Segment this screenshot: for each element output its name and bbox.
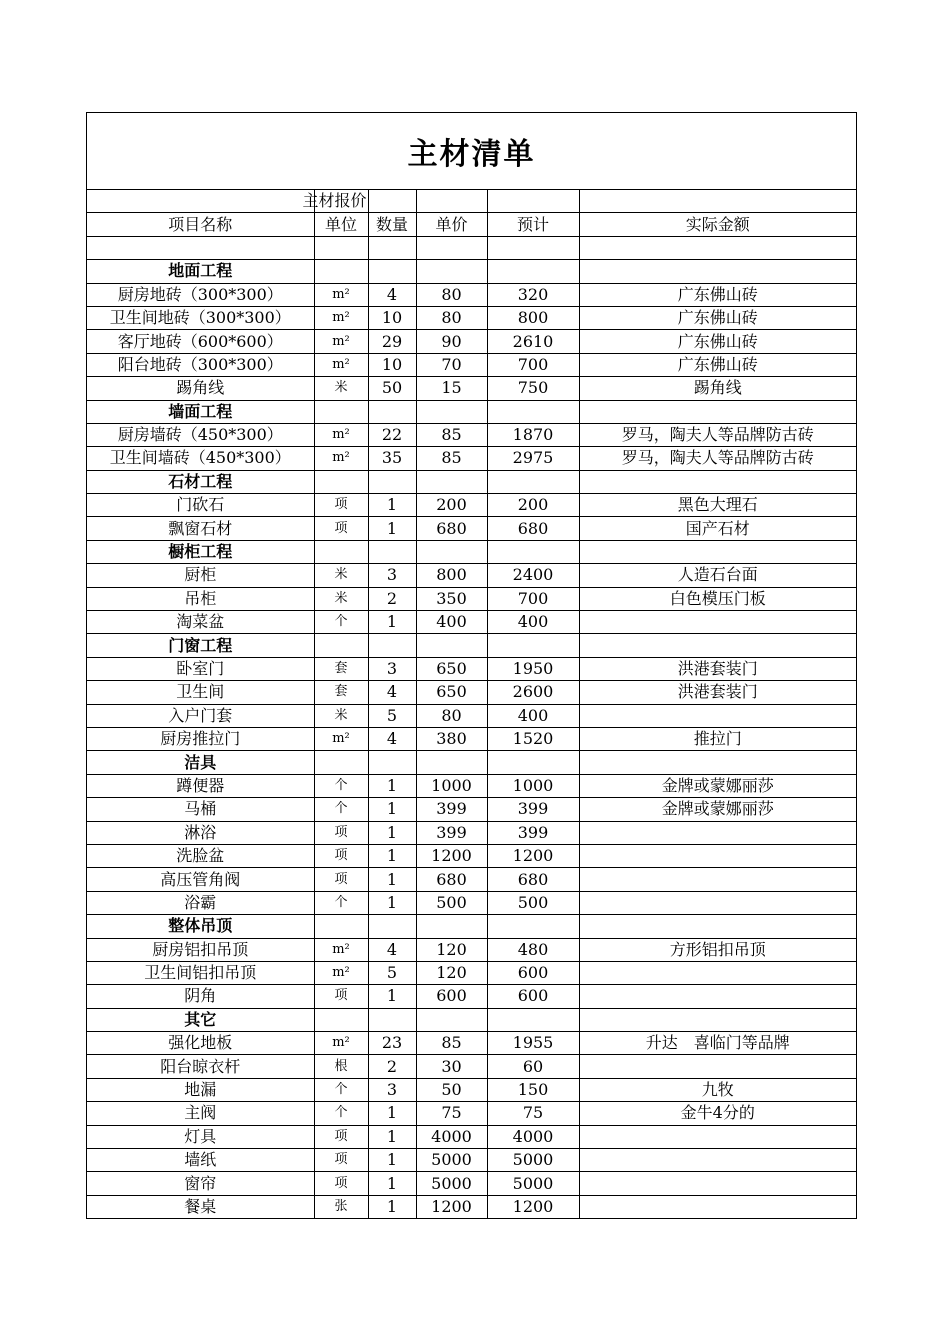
table-row bbox=[87, 704, 856, 727]
table-row bbox=[87, 961, 856, 984]
item-name: 阳台晾衣杆 bbox=[87, 1055, 314, 1078]
item-unit: 个 bbox=[314, 891, 368, 914]
table-row bbox=[87, 891, 856, 914]
item-unit: 米 bbox=[314, 704, 368, 727]
item-name: 淘菜盆 bbox=[87, 611, 314, 634]
section-row bbox=[87, 470, 856, 493]
item-price: 70 bbox=[416, 353, 487, 376]
item-name: 厨房地砖（300*300） bbox=[87, 283, 314, 306]
item-estimate: 600 bbox=[487, 985, 579, 1008]
section-title: 地面工程 bbox=[87, 260, 314, 283]
section-title: 其它 bbox=[87, 1008, 314, 1031]
item-qty: 10 bbox=[368, 306, 416, 329]
table-row bbox=[87, 330, 856, 353]
item-price: 650 bbox=[416, 681, 487, 704]
item-estimate: 2600 bbox=[487, 681, 579, 704]
item-unit: 根 bbox=[314, 1055, 368, 1078]
item-estimate: 1000 bbox=[487, 774, 579, 797]
item-actual-note: 白色模压门板 bbox=[579, 587, 856, 610]
item-estimate: 2610 bbox=[487, 330, 579, 353]
item-price: 120 bbox=[416, 961, 487, 984]
item-price: 75 bbox=[416, 1102, 487, 1125]
item-name: 门砍石 bbox=[87, 494, 314, 517]
item-unit: 套 bbox=[314, 681, 368, 704]
item-estimate: 1950 bbox=[487, 657, 579, 680]
section-row bbox=[87, 540, 856, 563]
item-price: 680 bbox=[416, 517, 487, 540]
item-estimate: 500 bbox=[487, 891, 579, 914]
item-actual-note: 金牛4分的 bbox=[579, 1102, 856, 1125]
item-estimate: 600 bbox=[487, 961, 579, 984]
item-actual-note: 广东佛山砖 bbox=[579, 283, 856, 306]
section-row bbox=[87, 634, 856, 657]
item-qty: 1 bbox=[368, 868, 416, 891]
item-actual-note: 踢角线 bbox=[579, 377, 856, 400]
item-qty: 1 bbox=[368, 1172, 416, 1195]
item-actual-note: 人造石台面 bbox=[579, 564, 856, 587]
item-estimate: 399 bbox=[487, 798, 579, 821]
item-name: 墙纸 bbox=[87, 1149, 314, 1172]
item-actual-note: 罗马，陶夫人等品牌防古砖 bbox=[579, 447, 856, 470]
item-name: 厨房铝扣吊顶 bbox=[87, 938, 314, 961]
item-estimate: 5000 bbox=[487, 1149, 579, 1172]
item-unit: 项 bbox=[314, 1172, 368, 1195]
section-row bbox=[87, 915, 856, 938]
table-row bbox=[87, 517, 856, 540]
item-name: 厨房推拉门 bbox=[87, 727, 314, 750]
item-name: 卧室门 bbox=[87, 657, 314, 680]
item-estimate: 700 bbox=[487, 353, 579, 376]
section-title: 门窗工程 bbox=[87, 634, 314, 657]
item-name: 阴角 bbox=[87, 985, 314, 1008]
item-estimate: 2975 bbox=[487, 447, 579, 470]
item-estimate: 5000 bbox=[487, 1172, 579, 1195]
quote-group-label: 主材报价 bbox=[302, 191, 367, 210]
item-name: 卫生间墙砖（450*300） bbox=[87, 447, 314, 470]
item-price: 85 bbox=[416, 423, 487, 446]
item-actual-note: 升达 喜临门等品牌 bbox=[579, 1032, 856, 1055]
item-price: 1200 bbox=[416, 1195, 487, 1218]
section-row bbox=[87, 1008, 856, 1031]
item-price: 399 bbox=[416, 821, 487, 844]
col-header-name: 项目名称 bbox=[87, 213, 314, 236]
section-title: 整体吊顶 bbox=[87, 915, 314, 938]
col-header-actual: 实际金额 bbox=[579, 213, 856, 236]
item-unit: 项 bbox=[314, 517, 368, 540]
item-qty: 1 bbox=[368, 821, 416, 844]
item-unit: m² bbox=[314, 938, 368, 961]
item-price: 400 bbox=[416, 611, 487, 634]
item-name: 灯具 bbox=[87, 1125, 314, 1148]
item-estimate: 60 bbox=[487, 1055, 579, 1078]
item-unit: 项 bbox=[314, 1125, 368, 1148]
table-row bbox=[87, 681, 856, 704]
column-header-row bbox=[87, 213, 856, 236]
title-row bbox=[87, 113, 856, 190]
table-row bbox=[87, 1195, 856, 1218]
item-estimate: 400 bbox=[487, 704, 579, 727]
item-price: 85 bbox=[416, 1032, 487, 1055]
item-name: 阳台地砖（300*300） bbox=[87, 353, 314, 376]
item-actual-note bbox=[579, 868, 856, 891]
item-actual-note: 九牧 bbox=[579, 1078, 856, 1101]
item-price: 5000 bbox=[416, 1149, 487, 1172]
item-qty: 2 bbox=[368, 587, 416, 610]
blank-row bbox=[87, 236, 856, 259]
item-price: 600 bbox=[416, 985, 487, 1008]
item-price: 80 bbox=[416, 704, 487, 727]
item-price: 50 bbox=[416, 1078, 487, 1101]
col-header-qty: 数量 bbox=[368, 213, 416, 236]
item-estimate: 1200 bbox=[487, 1195, 579, 1218]
item-price: 500 bbox=[416, 891, 487, 914]
item-name: 高压管角阀 bbox=[87, 868, 314, 891]
item-qty: 1 bbox=[368, 517, 416, 540]
table-row bbox=[87, 306, 856, 329]
col-header-estimate: 预计 bbox=[487, 213, 579, 236]
item-name: 卫生间 bbox=[87, 681, 314, 704]
item-actual-note: 洪港套装门 bbox=[579, 657, 856, 680]
item-actual-note: 广东佛山砖 bbox=[579, 306, 856, 329]
item-name: 浴霸 bbox=[87, 891, 314, 914]
item-actual-note: 广东佛山砖 bbox=[579, 353, 856, 376]
item-price: 1000 bbox=[416, 774, 487, 797]
item-actual-note bbox=[579, 1055, 856, 1078]
item-price: 800 bbox=[416, 564, 487, 587]
item-price: 650 bbox=[416, 657, 487, 680]
table-row bbox=[87, 774, 856, 797]
item-name: 餐桌 bbox=[87, 1195, 314, 1218]
table-row bbox=[87, 564, 856, 587]
item-price: 4000 bbox=[416, 1125, 487, 1148]
item-estimate: 700 bbox=[487, 587, 579, 610]
item-price: 399 bbox=[416, 798, 487, 821]
item-actual-note bbox=[579, 821, 856, 844]
item-name: 吊柜 bbox=[87, 587, 314, 610]
item-unit: m² bbox=[314, 961, 368, 984]
table-row bbox=[87, 1125, 856, 1148]
item-unit: 项 bbox=[314, 985, 368, 1008]
table-row bbox=[87, 611, 856, 634]
item-actual-note bbox=[579, 611, 856, 634]
page-title: 主材清单 bbox=[407, 137, 536, 172]
item-unit: m² bbox=[314, 330, 368, 353]
group-header-row bbox=[87, 190, 856, 213]
item-name: 洗脸盆 bbox=[87, 844, 314, 867]
item-qty: 2 bbox=[368, 1055, 416, 1078]
item-unit: 个 bbox=[314, 1078, 368, 1101]
item-qty: 22 bbox=[368, 423, 416, 446]
item-unit: m² bbox=[314, 727, 368, 750]
item-price: 15 bbox=[416, 377, 487, 400]
table-row bbox=[87, 377, 856, 400]
item-name: 地漏 bbox=[87, 1078, 314, 1101]
item-price: 680 bbox=[416, 868, 487, 891]
item-price: 1200 bbox=[416, 844, 487, 867]
item-actual-note: 方形铝扣吊顶 bbox=[579, 938, 856, 961]
item-actual-note: 广东佛山砖 bbox=[579, 330, 856, 353]
item-qty: 1 bbox=[368, 1149, 416, 1172]
table-row bbox=[87, 353, 856, 376]
item-estimate: 1520 bbox=[487, 727, 579, 750]
item-qty: 1 bbox=[368, 774, 416, 797]
item-unit: 项 bbox=[314, 844, 368, 867]
item-actual-note bbox=[579, 985, 856, 1008]
item-qty: 1 bbox=[368, 891, 416, 914]
col-header-price: 单价 bbox=[416, 213, 487, 236]
table-row bbox=[87, 1055, 856, 1078]
item-name: 窗帘 bbox=[87, 1172, 314, 1195]
table-row bbox=[87, 985, 856, 1008]
section-row bbox=[87, 260, 856, 283]
item-estimate: 800 bbox=[487, 306, 579, 329]
item-estimate: 1200 bbox=[487, 844, 579, 867]
item-qty: 1 bbox=[368, 844, 416, 867]
table-row bbox=[87, 587, 856, 610]
item-actual-note bbox=[579, 844, 856, 867]
item-qty: 50 bbox=[368, 377, 416, 400]
table-row bbox=[87, 1149, 856, 1172]
item-name: 蹲便器 bbox=[87, 774, 314, 797]
table-row bbox=[87, 1032, 856, 1055]
item-estimate: 75 bbox=[487, 1102, 579, 1125]
item-qty: 5 bbox=[368, 704, 416, 727]
item-qty: 3 bbox=[368, 657, 416, 680]
item-qty: 1 bbox=[368, 1195, 416, 1218]
table-row bbox=[87, 1102, 856, 1125]
section-row bbox=[87, 400, 856, 423]
item-actual-note bbox=[579, 961, 856, 984]
item-unit: 米 bbox=[314, 587, 368, 610]
item-qty: 1 bbox=[368, 1102, 416, 1125]
item-actual-note: 国产石材 bbox=[579, 517, 856, 540]
item-qty: 3 bbox=[368, 1078, 416, 1101]
item-unit: 张 bbox=[314, 1195, 368, 1218]
table-row bbox=[87, 727, 856, 750]
material-list-sheet bbox=[86, 112, 857, 1219]
item-qty: 4 bbox=[368, 938, 416, 961]
table-row bbox=[87, 1078, 856, 1101]
item-estimate: 2400 bbox=[487, 564, 579, 587]
item-actual-note bbox=[579, 704, 856, 727]
item-actual-note bbox=[579, 1195, 856, 1218]
table-row bbox=[87, 938, 856, 961]
table-row bbox=[87, 494, 856, 517]
table-row bbox=[87, 798, 856, 821]
item-qty: 29 bbox=[368, 330, 416, 353]
table-row bbox=[87, 1172, 856, 1195]
table-row bbox=[87, 844, 856, 867]
item-estimate: 680 bbox=[487, 517, 579, 540]
item-estimate: 1955 bbox=[487, 1032, 579, 1055]
col-header-unit: 单位 bbox=[314, 213, 368, 236]
item-actual-note bbox=[579, 1125, 856, 1148]
item-estimate: 480 bbox=[487, 938, 579, 961]
item-unit: m² bbox=[314, 447, 368, 470]
item-unit: 项 bbox=[314, 1149, 368, 1172]
item-actual-note: 金牌或蒙娜丽莎 bbox=[579, 798, 856, 821]
item-actual-note: 推拉门 bbox=[579, 727, 856, 750]
item-name: 厨房墙砖（450*300） bbox=[87, 423, 314, 446]
item-price: 380 bbox=[416, 727, 487, 750]
section-title: 洁具 bbox=[87, 751, 314, 774]
item-unit: 套 bbox=[314, 657, 368, 680]
item-actual-note: 罗马，陶夫人等品牌防古砖 bbox=[579, 423, 856, 446]
item-name: 卫生间铝扣吊顶 bbox=[87, 961, 314, 984]
item-qty: 1 bbox=[368, 611, 416, 634]
section-title: 墙面工程 bbox=[87, 400, 314, 423]
item-qty: 4 bbox=[368, 283, 416, 306]
item-estimate: 4000 bbox=[487, 1125, 579, 1148]
item-unit: 项 bbox=[314, 868, 368, 891]
item-estimate: 680 bbox=[487, 868, 579, 891]
item-actual-note: 洪港套装门 bbox=[579, 681, 856, 704]
item-price: 80 bbox=[416, 306, 487, 329]
item-name: 马桶 bbox=[87, 798, 314, 821]
item-estimate: 150 bbox=[487, 1078, 579, 1101]
item-unit: 个 bbox=[314, 1102, 368, 1125]
item-unit: m² bbox=[314, 353, 368, 376]
item-actual-note bbox=[579, 1149, 856, 1172]
item-estimate: 200 bbox=[487, 494, 579, 517]
item-qty: 4 bbox=[368, 681, 416, 704]
item-unit: 项 bbox=[314, 494, 368, 517]
item-qty: 3 bbox=[368, 564, 416, 587]
item-price: 200 bbox=[416, 494, 487, 517]
item-name: 淋浴 bbox=[87, 821, 314, 844]
table-row bbox=[87, 423, 856, 446]
table-row bbox=[87, 657, 856, 680]
item-unit: 个 bbox=[314, 798, 368, 821]
item-actual-note: 金牌或蒙娜丽莎 bbox=[579, 774, 856, 797]
item-name: 卫生间地砖（300*300） bbox=[87, 306, 314, 329]
item-qty: 1 bbox=[368, 798, 416, 821]
item-estimate: 399 bbox=[487, 821, 579, 844]
item-qty: 1 bbox=[368, 494, 416, 517]
item-actual-note: 黑色大理石 bbox=[579, 494, 856, 517]
section-row bbox=[87, 751, 856, 774]
item-qty: 5 bbox=[368, 961, 416, 984]
item-price: 350 bbox=[416, 587, 487, 610]
item-price: 120 bbox=[416, 938, 487, 961]
item-price: 80 bbox=[416, 283, 487, 306]
item-name: 踢角线 bbox=[87, 377, 314, 400]
item-qty: 23 bbox=[368, 1032, 416, 1055]
item-unit: m² bbox=[314, 283, 368, 306]
table-row bbox=[87, 868, 856, 891]
table-row bbox=[87, 447, 856, 470]
item-estimate: 750 bbox=[487, 377, 579, 400]
item-price: 5000 bbox=[416, 1172, 487, 1195]
item-unit: m² bbox=[314, 306, 368, 329]
item-actual-note bbox=[579, 891, 856, 914]
item-actual-note bbox=[579, 1172, 856, 1195]
item-name: 客厅地砖（600*600） bbox=[87, 330, 314, 353]
item-unit: 米 bbox=[314, 564, 368, 587]
item-name: 飘窗石材 bbox=[87, 517, 314, 540]
item-unit: 米 bbox=[314, 377, 368, 400]
material-table bbox=[87, 190, 856, 1218]
section-title: 橱柜工程 bbox=[87, 540, 314, 563]
item-name: 强化地板 bbox=[87, 1032, 314, 1055]
item-name: 厨柜 bbox=[87, 564, 314, 587]
item-unit: 个 bbox=[314, 611, 368, 634]
item-name: 主阀 bbox=[87, 1102, 314, 1125]
item-unit: m² bbox=[314, 423, 368, 446]
item-qty: 10 bbox=[368, 353, 416, 376]
item-price: 85 bbox=[416, 447, 487, 470]
item-name: 入户门套 bbox=[87, 704, 314, 727]
item-unit: 个 bbox=[314, 774, 368, 797]
table-row bbox=[87, 283, 856, 306]
item-estimate: 1870 bbox=[487, 423, 579, 446]
item-qty: 35 bbox=[368, 447, 416, 470]
item-unit: m² bbox=[314, 1032, 368, 1055]
item-price: 30 bbox=[416, 1055, 487, 1078]
item-estimate: 320 bbox=[487, 283, 579, 306]
item-qty: 4 bbox=[368, 727, 416, 750]
section-title: 石材工程 bbox=[87, 470, 314, 493]
item-qty: 1 bbox=[368, 1125, 416, 1148]
item-unit: 项 bbox=[314, 821, 368, 844]
item-estimate: 400 bbox=[487, 611, 579, 634]
item-price: 90 bbox=[416, 330, 487, 353]
table-row bbox=[87, 821, 856, 844]
item-qty: 1 bbox=[368, 985, 416, 1008]
